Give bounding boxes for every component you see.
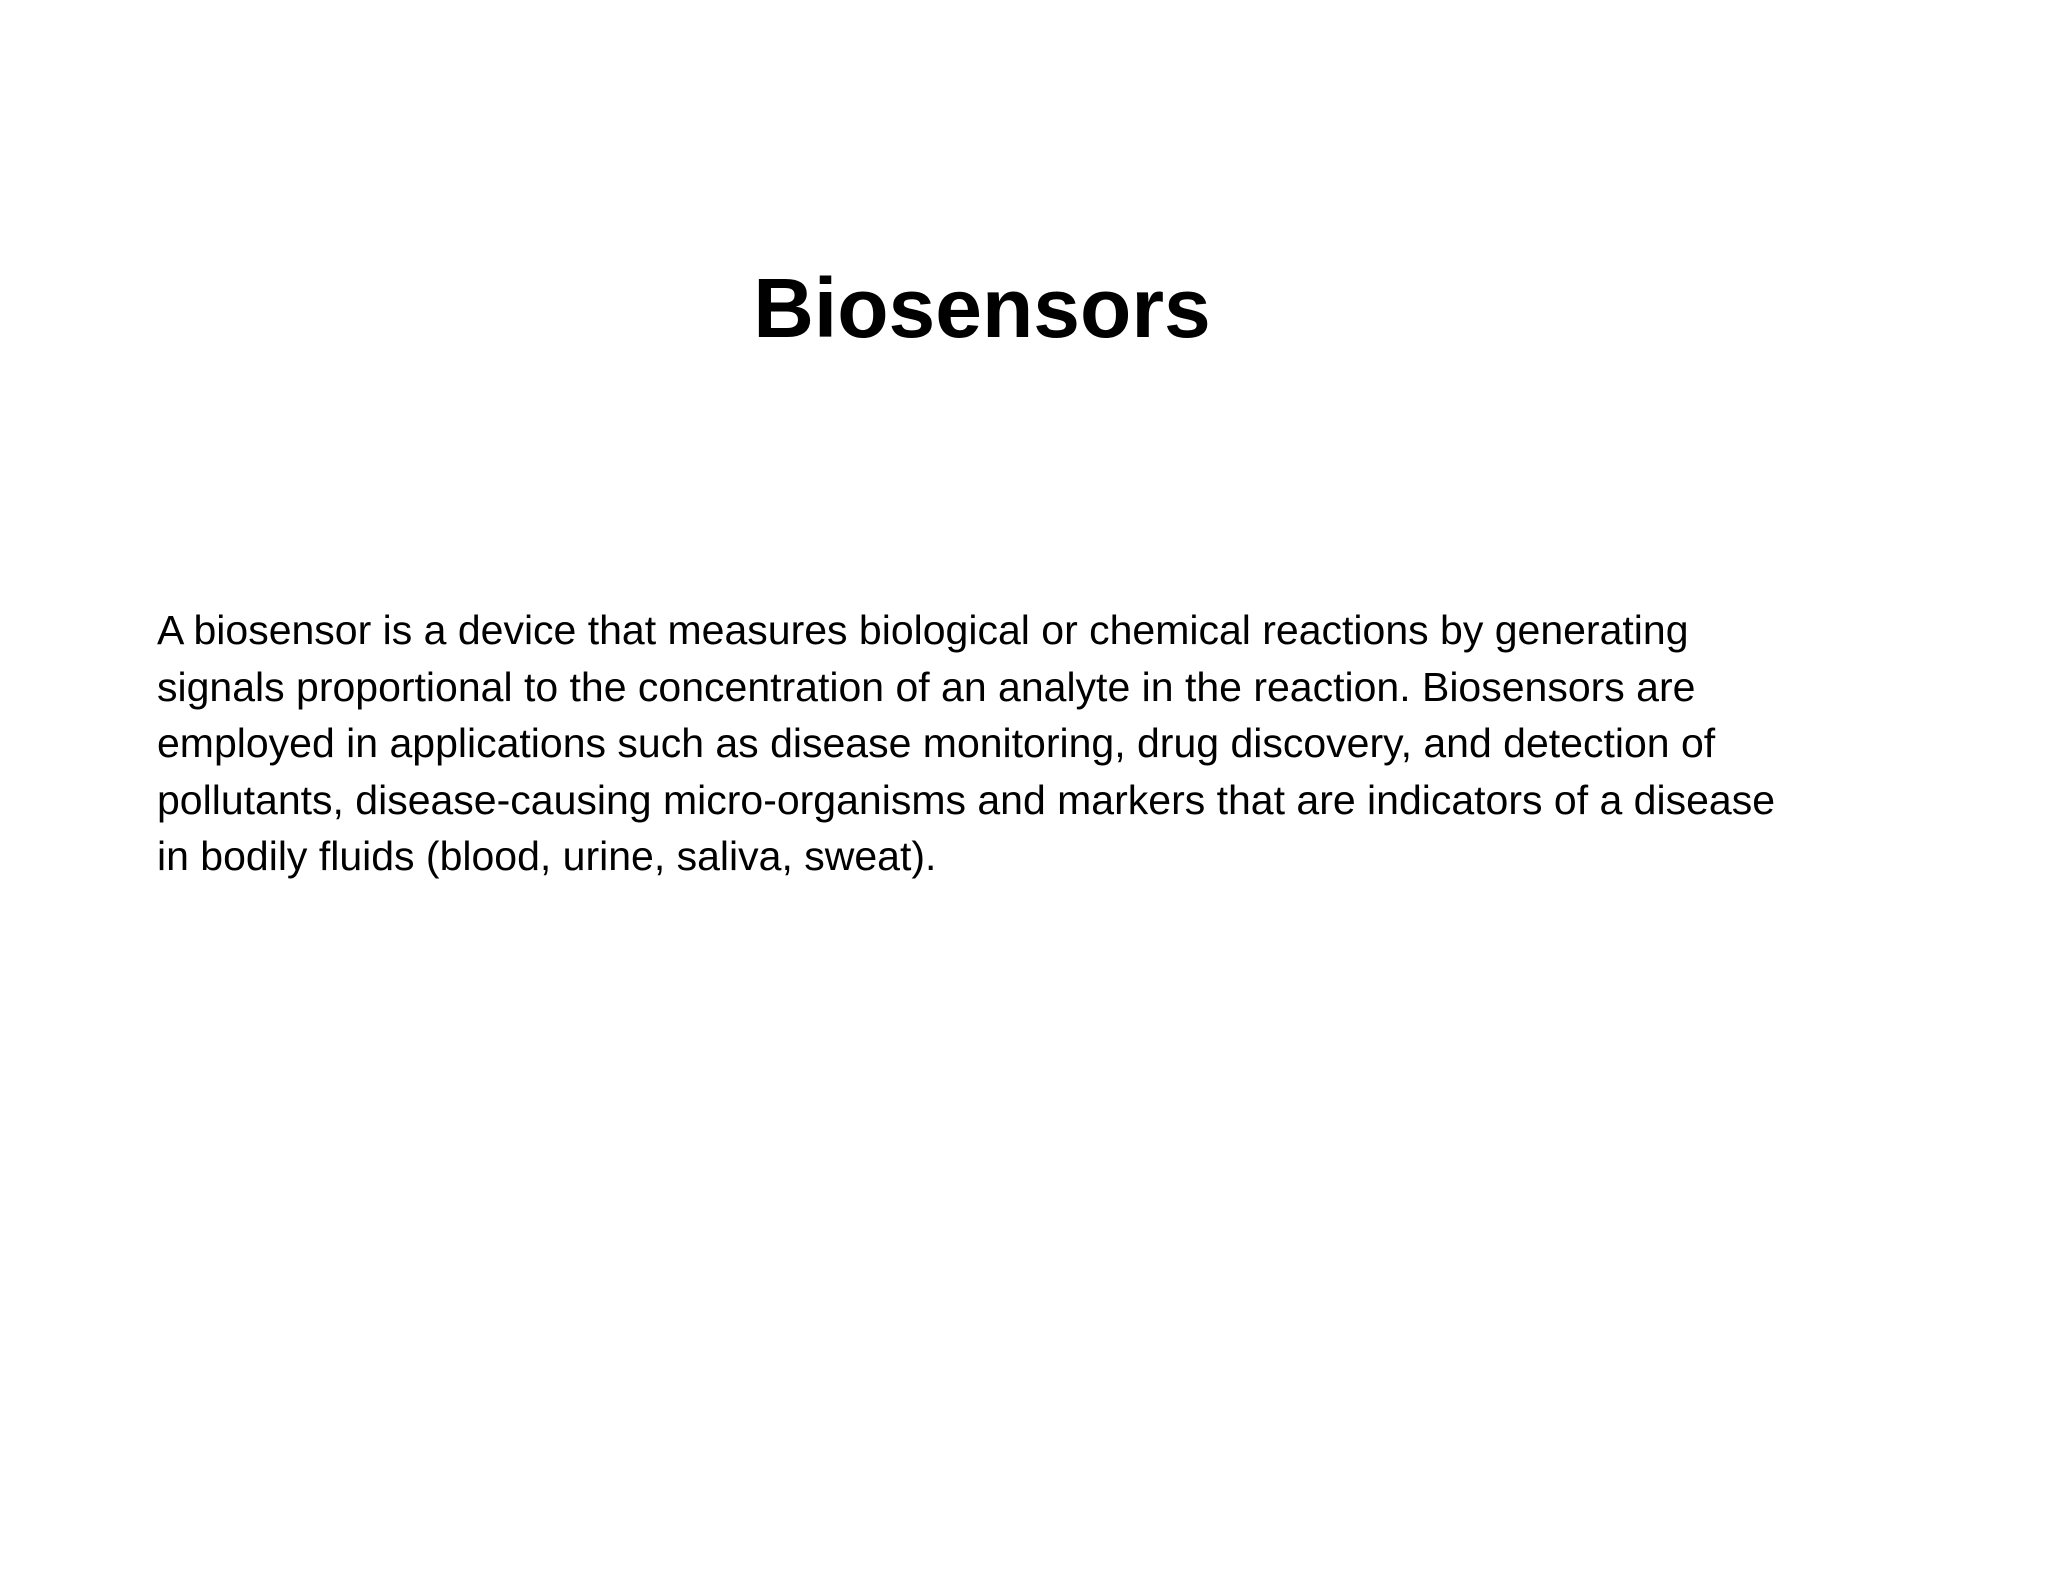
slide-body-paragraph	[157, 602, 1857, 885]
body-line: pollutants, disease-causing micro-organisms and markers that are indicators of a disease	[157, 776, 1775, 823]
body-line: employed in applications such as disease monitoring, drug discovery, and detection of	[157, 720, 1716, 766]
body-line: A biosensor is a device that measures biological or chemical reactions by generating	[157, 607, 1689, 653]
body-line: signals proportional to the concentration of an analyte in the reaction. Biosensors are	[157, 663, 1696, 710]
body-line: in bodily fluids (blood, urine, saliva, sweat).	[157, 833, 937, 879]
slide-title: Biosensors	[753, 261, 1211, 355]
